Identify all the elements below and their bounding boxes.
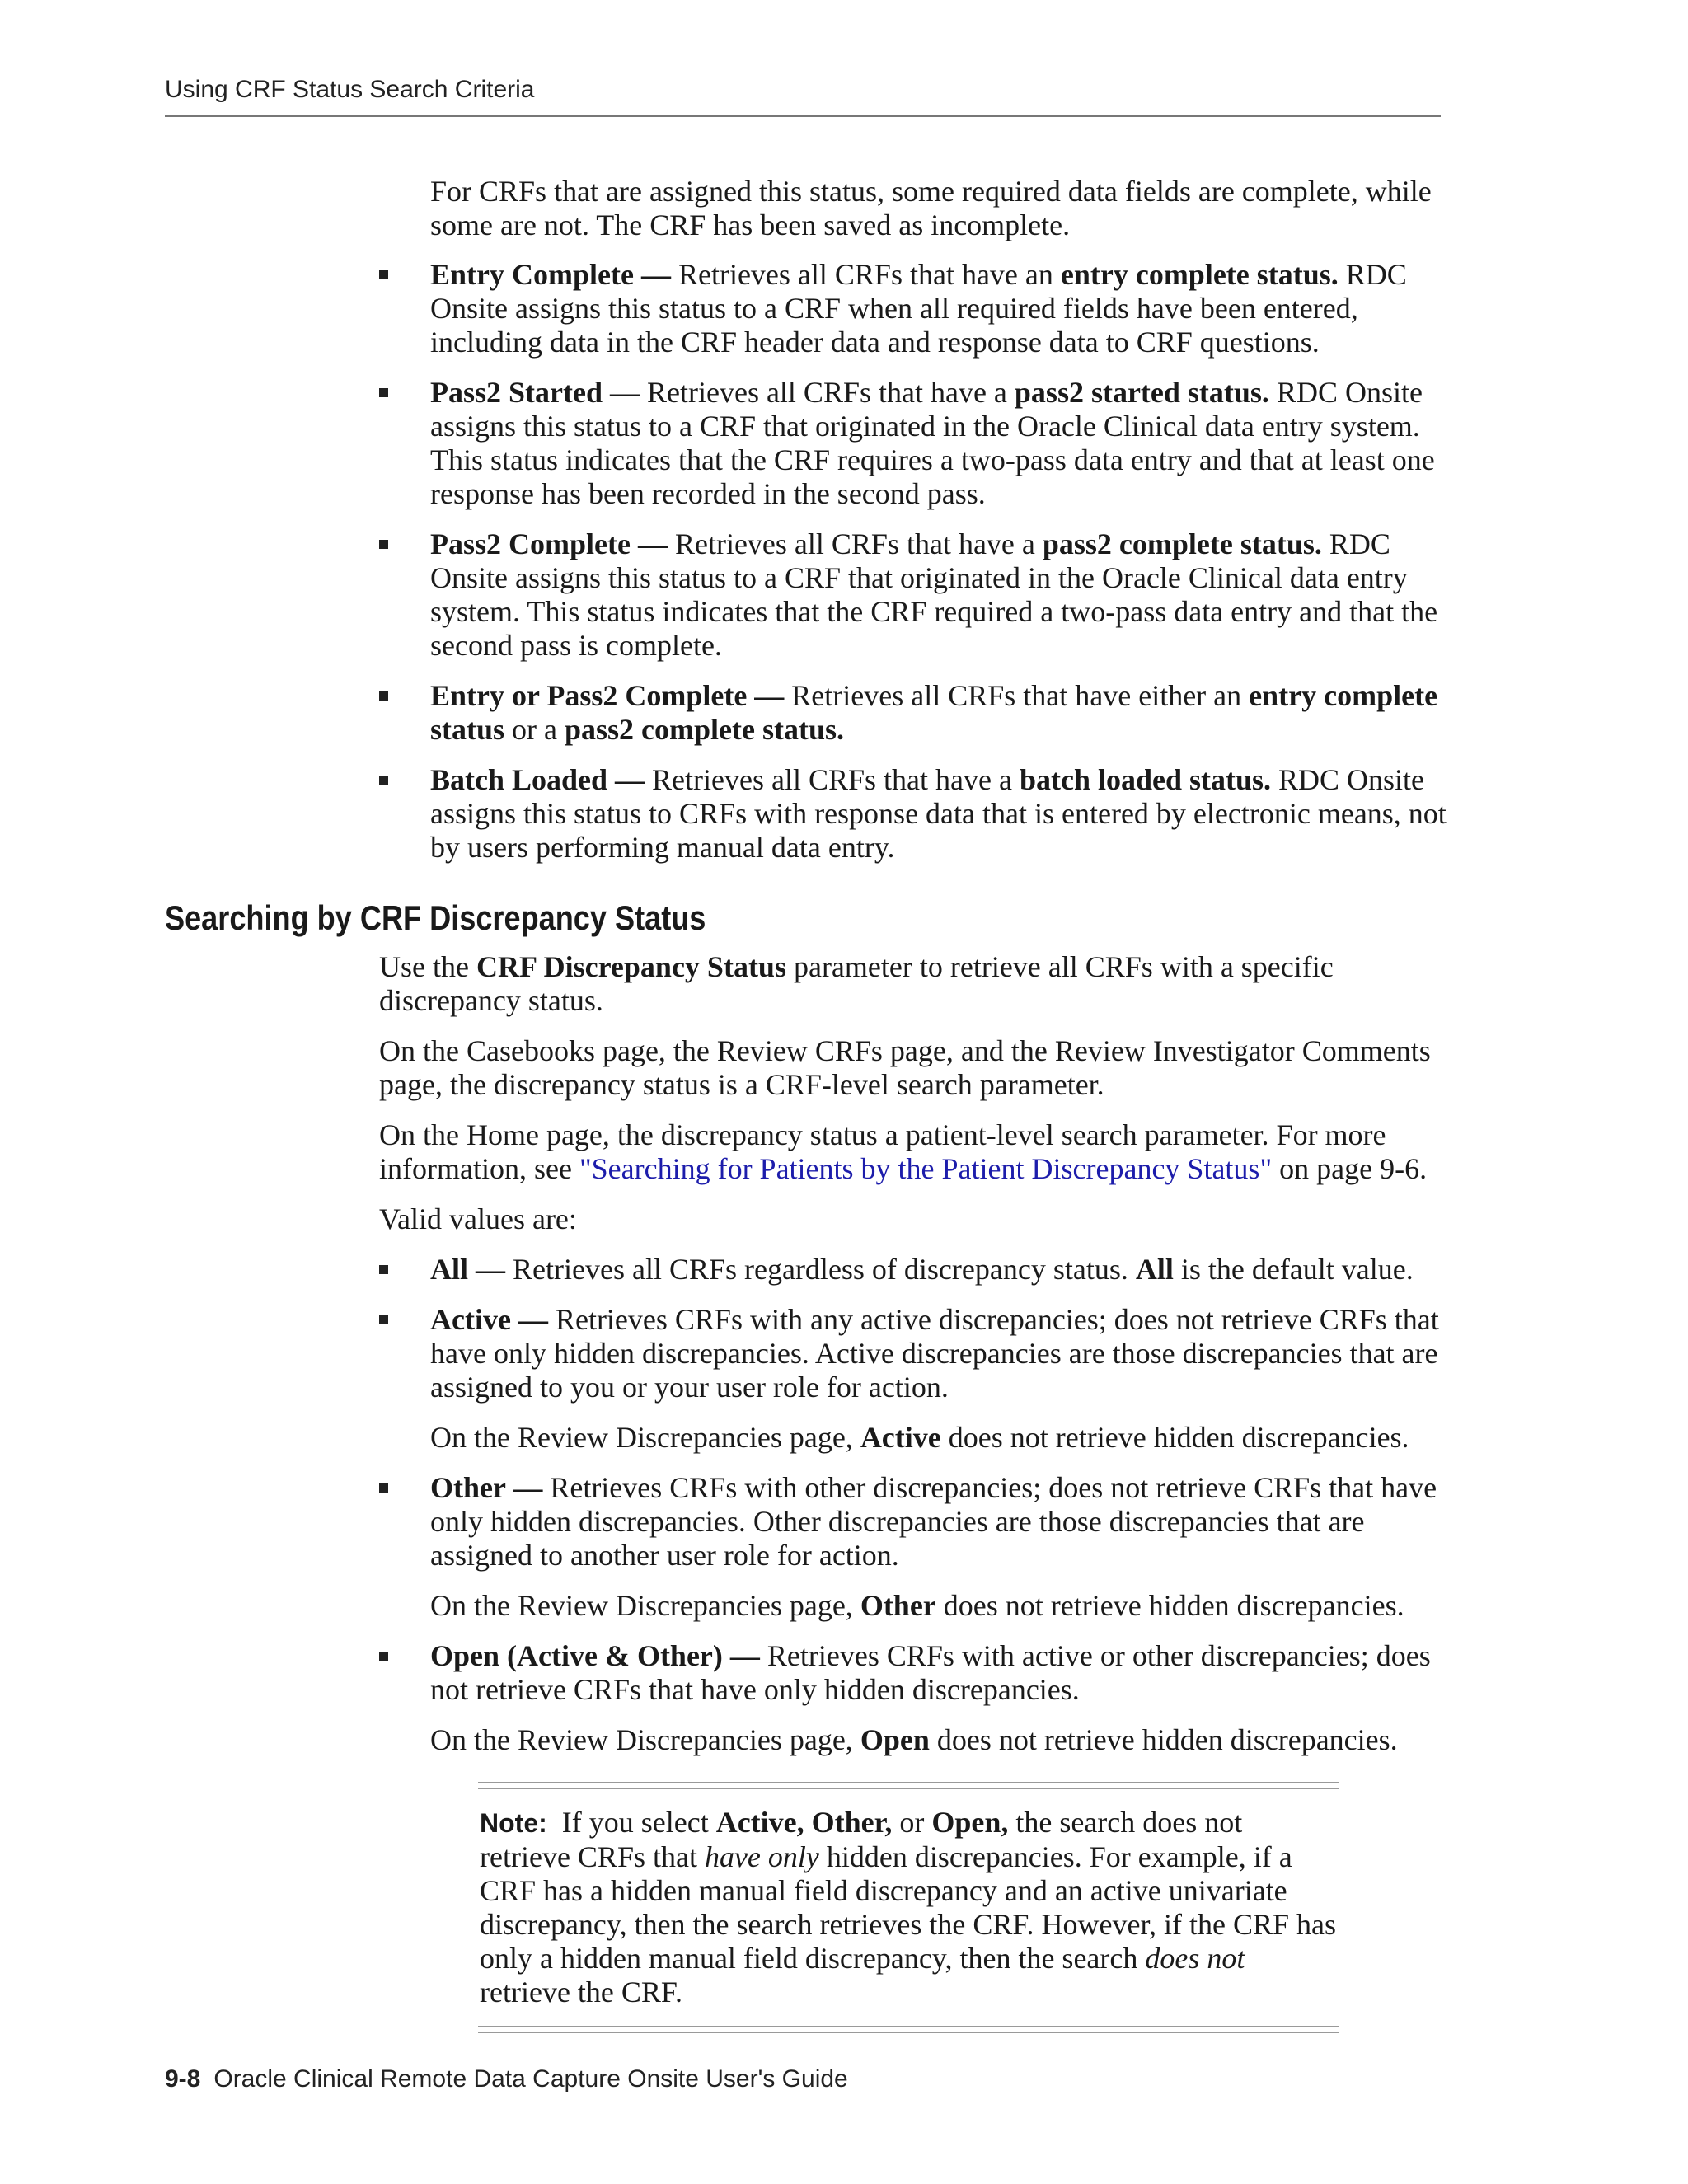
bullet-square-icon <box>379 776 388 785</box>
note-top-rule <box>478 1782 1339 1789</box>
note-label: Note: <box>480 1808 547 1838</box>
bullet-square-icon <box>379 1315 388 1324</box>
book-title: Oracle Clinical Remote Data Capture Onsite User's Guide <box>213 2065 848 2093</box>
term: Pass2 Started — <box>430 376 640 409</box>
bullet-square-icon <box>379 540 388 549</box>
section-heading: Searching by CRF Discrepancy Status <box>165 898 706 937</box>
note-text: Note: If you select Active, Other, or Open, the search does not retrieve CRFs that have only hidden discrepancies. For example, if a CRF has a hidden manual field discrepancy and an active univariate discrepancy, then the search retrieves the CRF. However, if the CRF has only a hidden manual field discrepancy, then the search does not retrieve the CRF. <box>480 1806 1337 2008</box>
page-footer <box>165 2065 848 2093</box>
bullet-square-icon <box>379 1652 388 1661</box>
list-item-all: All — Retrieves all CRFs regardless of discrepancy status. All is the default value. <box>379 1253 1451 1286</box>
paragraph: On the Casebooks page, the Review CRFs page, and the Review Investigator Comments page, the discrepancy status is a CRF-level search parameter. <box>379 1034 1431 1101</box>
paragraph: On the Home page, the discrepancy status a patient-level search parameter. For more information, see "Searching for Patients by the Patient Discrepancy Status" on page 9-6. <box>379 1118 1428 1185</box>
term: Batch Loaded — <box>430 763 645 796</box>
list-item-batch-loaded: Batch Loaded — Retrieves all CRFs that have a batch loaded status. RDC Onsite assigns this status to CRFs with response data that is entered by electronic means, not by users performing manual data entry. <box>379 763 1451 865</box>
crf-status-list <box>379 258 1451 881</box>
cross-reference-link[interactable]: "Searching for Patients by the Patient Discrepancy Status" <box>579 1152 1273 1185</box>
list-item-open: Open (Active & Other) — Retrieves CRFs with active or other discrepancies; does not retrieve CRFs that have only hidden discrepancies. On the Review Discrepancies page, Open does not retrieve hidden discrepancies. <box>379 1639 1451 1757</box>
bullet-square-icon <box>379 1483 388 1493</box>
list-item-active: Active — Retrieves CRFs with any active discrepancies; does not retrieve CRFs that have only hidden discrepancies. Active discrepancies are those discrepancies that are assigned to you or your user role for action. On the Review Discrepancies page, Active does not retrieve hidden discrepancies. <box>379 1303 1451 1455</box>
term: All — <box>430 1253 506 1286</box>
follow-paragraph: On the Review Discrepancies page, Open does not retrieve hidden discrepancies. <box>430 1723 1398 1756</box>
page-number: 9-8 <box>165 2065 201 2093</box>
note-box <box>478 1782 1339 2033</box>
paragraph: Use the CRF Discrepancy Status parameter to retrieve all CRFs with a specific discrepancy status. <box>379 950 1334 1017</box>
list-item-pass2-started: Pass2 Started — Retrieves all CRFs that have a pass2 started status. RDC Onsite assigns this status to a CRF that originated in the Oracle Clinical data entry system. This status indicates that the CRF requires a two-pass data entry and that at least one response has been recorded in the second pass. <box>379 376 1451 511</box>
list-item-other: Other — Retrieves CRFs with other discrepancies; does not retrieve CRFs that have only hidden discrepancies. Other discrepancies are those discrepancies that are assigned to another user role for action. On the Review Discrepancies page, Other does not retrieve hidden discrepancies. <box>379 1471 1451 1623</box>
section-body <box>379 950 1451 1774</box>
discrepancy-values-list <box>379 1253 1451 1757</box>
term: Other — <box>430 1471 543 1504</box>
term: Open (Active & Other) — <box>430 1639 760 1672</box>
term: Pass2 Complete — <box>430 527 668 560</box>
follow-paragraph: On the Review Discrepancies page, Other does not retrieve hidden discrepancies. <box>430 1589 1404 1622</box>
bullet-square-icon <box>379 1265 388 1274</box>
follow-paragraph: On the Review Discrepancies page, Active does not retrieve hidden discrepancies. <box>430 1421 1409 1454</box>
header-rule <box>165 115 1441 117</box>
bullet-square-icon <box>379 270 388 279</box>
paragraph: Valid values are: <box>379 1202 577 1235</box>
bullet-square-icon <box>379 691 388 701</box>
intro-paragraph: For CRFs that are assigned this status, some required data fields are complete, while some are not. The CRF has been saved as incomplete. <box>430 175 1432 241</box>
list-item-entry-complete: Entry Complete — Retrieves all CRFs that have an entry complete status. RDC Onsite assigns this status to a CRF when all required fields have been entered, including data in the CRF header data and response data to CRF questions. <box>379 258 1451 359</box>
list-item-entry-or-pass2-complete: Entry or Pass2 Complete — Retrieves all CRFs that have either an entry complete status or a pass2 complete status. <box>379 679 1451 747</box>
term: Entry or Pass2 Complete — <box>430 679 785 712</box>
bullet-square-icon <box>379 388 388 397</box>
term: Entry Complete — <box>430 258 671 291</box>
term: Active — <box>430 1303 548 1336</box>
running-header: Using CRF Status Search Criteria <box>165 76 535 103</box>
note-bottom-rule <box>478 2026 1339 2033</box>
list-item-pass2-complete: Pass2 Complete — Retrieves all CRFs that have a pass2 complete status. RDC Onsite assigns this status to a CRF that originated in the Oracle Clinical data entry system. This status indicates that the CRF required a two-pass data entry and that the second pass is complete. <box>379 527 1451 663</box>
